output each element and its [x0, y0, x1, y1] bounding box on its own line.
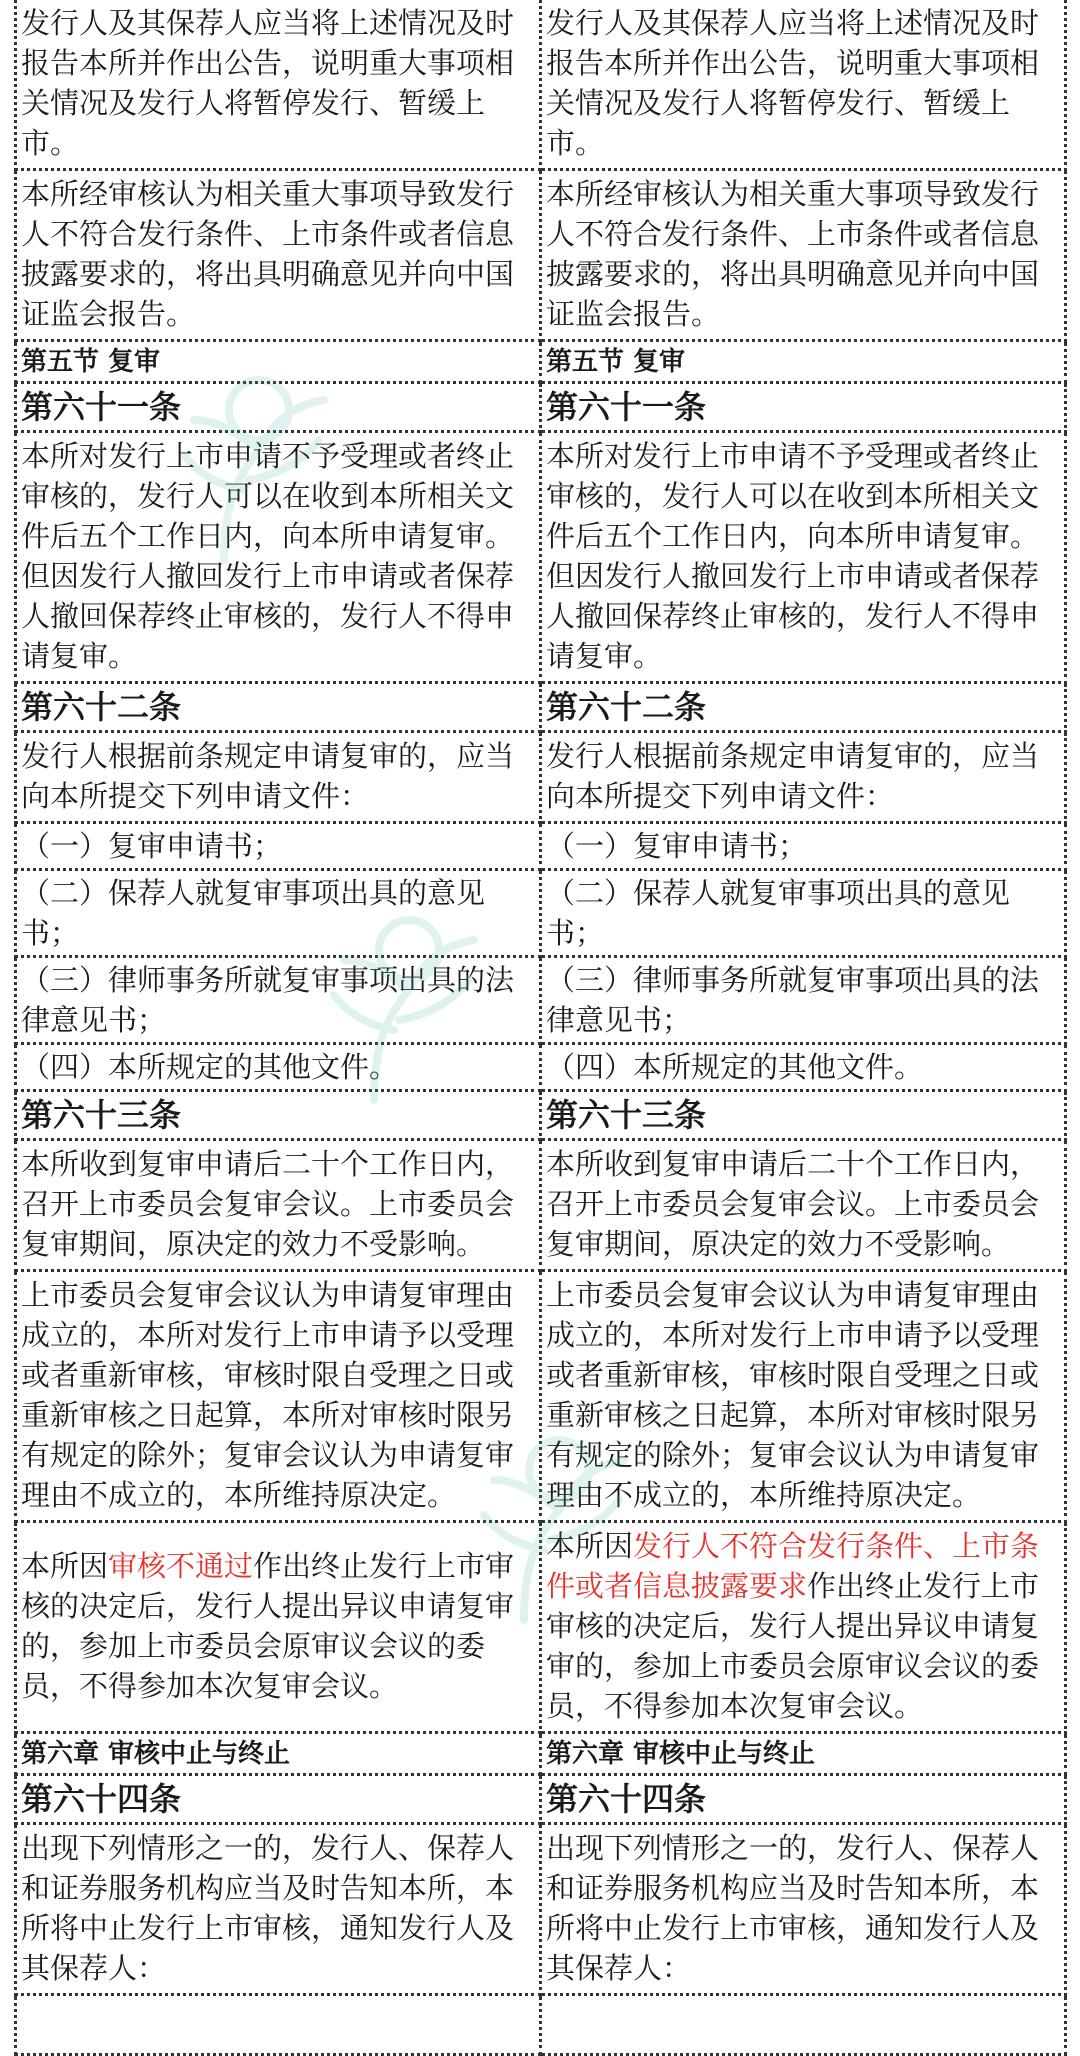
- text-before-change: 本所因: [21, 1549, 109, 1583]
- comparison-document: [14, 0, 1065, 1985]
- article-heading-row: [16, 683, 1066, 732]
- list-item-row: [16, 957, 1066, 1044]
- left-cell: 出现下列情形之一的，发行人、保荐人和证券服务机构应当及时告知本所，本所将中止发行上市审核，通知发行人及其保荐人：: [16, 1824, 541, 1995]
- text-after-change: 作出终止发行上市审核的决定后，发行人提出异议申请复审的，参加上市委员会原审议会议的委员，不得参加本次复审会议。: [21, 1549, 515, 1703]
- table-row: [16, 1140, 1066, 1271]
- left-list-item: （四）本所规定的其他文件。: [16, 1044, 541, 1091]
- left-chapter-heading: 第六章 审核中止与终止: [16, 1733, 541, 1775]
- right-cell: 本所收到复审申请后二十个工作日内，召开上市委员会复审会议。上市委员会复审期间，原决定的效力不受影响。: [541, 1140, 1066, 1271]
- highlighted-change: 发行人不符合发行条件、上市条件或者信息披露要求: [546, 1529, 1040, 1603]
- right-list-item: （三）律师事务所就复审事项出具的法律意见书；: [541, 957, 1066, 1044]
- left-article-heading: 第六十一条: [16, 383, 541, 432]
- comparison-table: [14, 0, 1067, 2056]
- left-article-heading: 第六十二条: [16, 683, 541, 732]
- highlighted-change: 审核不通过: [108, 1549, 254, 1583]
- table-row: [16, 1995, 1066, 2055]
- right-cell: [541, 1522, 1066, 1733]
- right-cell: 出现下列情形之一的，发行人、保荐人和证券服务机构应当及时告知本所，本所将中止发行上市审核，通知发行人及其保荐人：: [541, 1824, 1066, 1995]
- right-article-heading: 第六十四条: [541, 1775, 1066, 1824]
- right-list-item: （一）复审申请书；: [541, 823, 1066, 870]
- left-cell: 发行人根据前条规定申请复审的，应当向本所提交下列申请文件：: [16, 732, 541, 823]
- article-heading-row: [16, 1091, 1066, 1140]
- list-item-row: [16, 870, 1066, 957]
- article-heading-row: [16, 1775, 1066, 1824]
- article-heading-row: [16, 383, 1066, 432]
- text-before-change: 本所因: [546, 1529, 634, 1563]
- left-cell: 本所对发行上市申请不予受理或者终止审核的，发行人可以在收到本所相关文件后五个工作日内，向本所申请复审。但因发行人撤回发行上市申请或者保荐人撤回保荐终止审核的，发行人不得申请复审。: [16, 432, 541, 683]
- right-list-item: （四）本所规定的其他文件。: [541, 1044, 1066, 1091]
- left-cell: [16, 1522, 541, 1733]
- right-cell: 发行人根据前条规定申请复审的，应当向本所提交下列申请文件：: [541, 732, 1066, 823]
- section-heading-row: [16, 341, 1066, 383]
- left-list-item: （三）律师事务所就复审事项出具的法律意见书；: [16, 957, 541, 1044]
- left-cell: 发行人及其保荐人应当将上述情况及时报告本所并作出公告，说明重大事项相关情况及发行人将暂停发行、暂缓上市。: [16, 0, 541, 170]
- right-article-heading: 第六十一条: [541, 383, 1066, 432]
- right-cell: [541, 1995, 1066, 2055]
- right-cell: 本所经审核认为相关重大事项导致发行人不符合发行条件、上市条件或者信息披露要求的，将出具明确意见并向中国证监会报告。: [541, 170, 1066, 341]
- left-article-heading: 第六十三条: [16, 1091, 541, 1140]
- right-article-heading: 第六十三条: [541, 1091, 1066, 1140]
- left-list-item: （一）复审申请书；: [16, 823, 541, 870]
- right-chapter-heading: 第六章 审核中止与终止: [541, 1733, 1066, 1775]
- table-row: [16, 170, 1066, 341]
- left-article-heading: 第六十四条: [16, 1775, 541, 1824]
- right-list-item: （二）保荐人就复审事项出具的意见书；: [541, 870, 1066, 957]
- left-cell: 上市委员会复审会议认为申请复审理由成立的，本所对发行上市申请予以受理或者重新审核，审核时限自受理之日或重新审核之日起算，本所对审核时限另有规定的除外；复审会议认为申请复审理由不成立的，本所维持原决定。: [16, 1271, 541, 1522]
- right-section-heading: 第五节 复审: [541, 341, 1066, 383]
- left-section-heading: 第五节 复审: [16, 341, 541, 383]
- table-row: [16, 1824, 1066, 1995]
- left-cell: 本所经审核认为相关重大事项导致发行人不符合发行条件、上市条件或者信息披露要求的，将出具明确意见并向中国证监会报告。: [16, 170, 541, 341]
- chapter-heading-row: [16, 1733, 1066, 1775]
- table-row: [16, 432, 1066, 683]
- list-item-row: [16, 1044, 1066, 1091]
- right-cell: 上市委员会复审会议认为申请复审理由成立的，本所对发行上市申请予以受理或者重新审核，审核时限自受理之日或重新审核之日起算，本所对审核时限另有规定的除外；复审会议认为申请复审理由不成立的，本所维持原决定。: [541, 1271, 1066, 1522]
- table-row: [16, 1271, 1066, 1522]
- left-cell: 本所收到复审申请后二十个工作日内，召开上市委员会复审会议。上市委员会复审期间，原决定的效力不受影响。: [16, 1140, 541, 1271]
- table-row: [16, 732, 1066, 823]
- text-after-change: 作出终止发行上市审核的决定后，发行人提出异议申请复审的，参加上市委员会原审议会议的委员，不得参加本次复审会议。: [546, 1569, 1040, 1723]
- right-cell: 发行人及其保荐人应当将上述情况及时报告本所并作出公告，说明重大事项相关情况及发行人将暂停发行、暂缓上市。: [541, 0, 1066, 170]
- left-cell: [16, 1995, 541, 2055]
- right-cell: 本所对发行上市申请不予受理或者终止审核的，发行人可以在收到本所相关文件后五个工作日内，向本所申请复审。但因发行人撤回发行上市申请或者保荐人撤回保荐终止审核的，发行人不得申请复审。: [541, 432, 1066, 683]
- left-list-item: （二）保荐人就复审事项出具的意见书；: [16, 870, 541, 957]
- highlighted-change-row: [16, 1522, 1066, 1733]
- right-article-heading: 第六十二条: [541, 683, 1066, 732]
- list-item-row: [16, 823, 1066, 870]
- table-row: [16, 0, 1066, 170]
